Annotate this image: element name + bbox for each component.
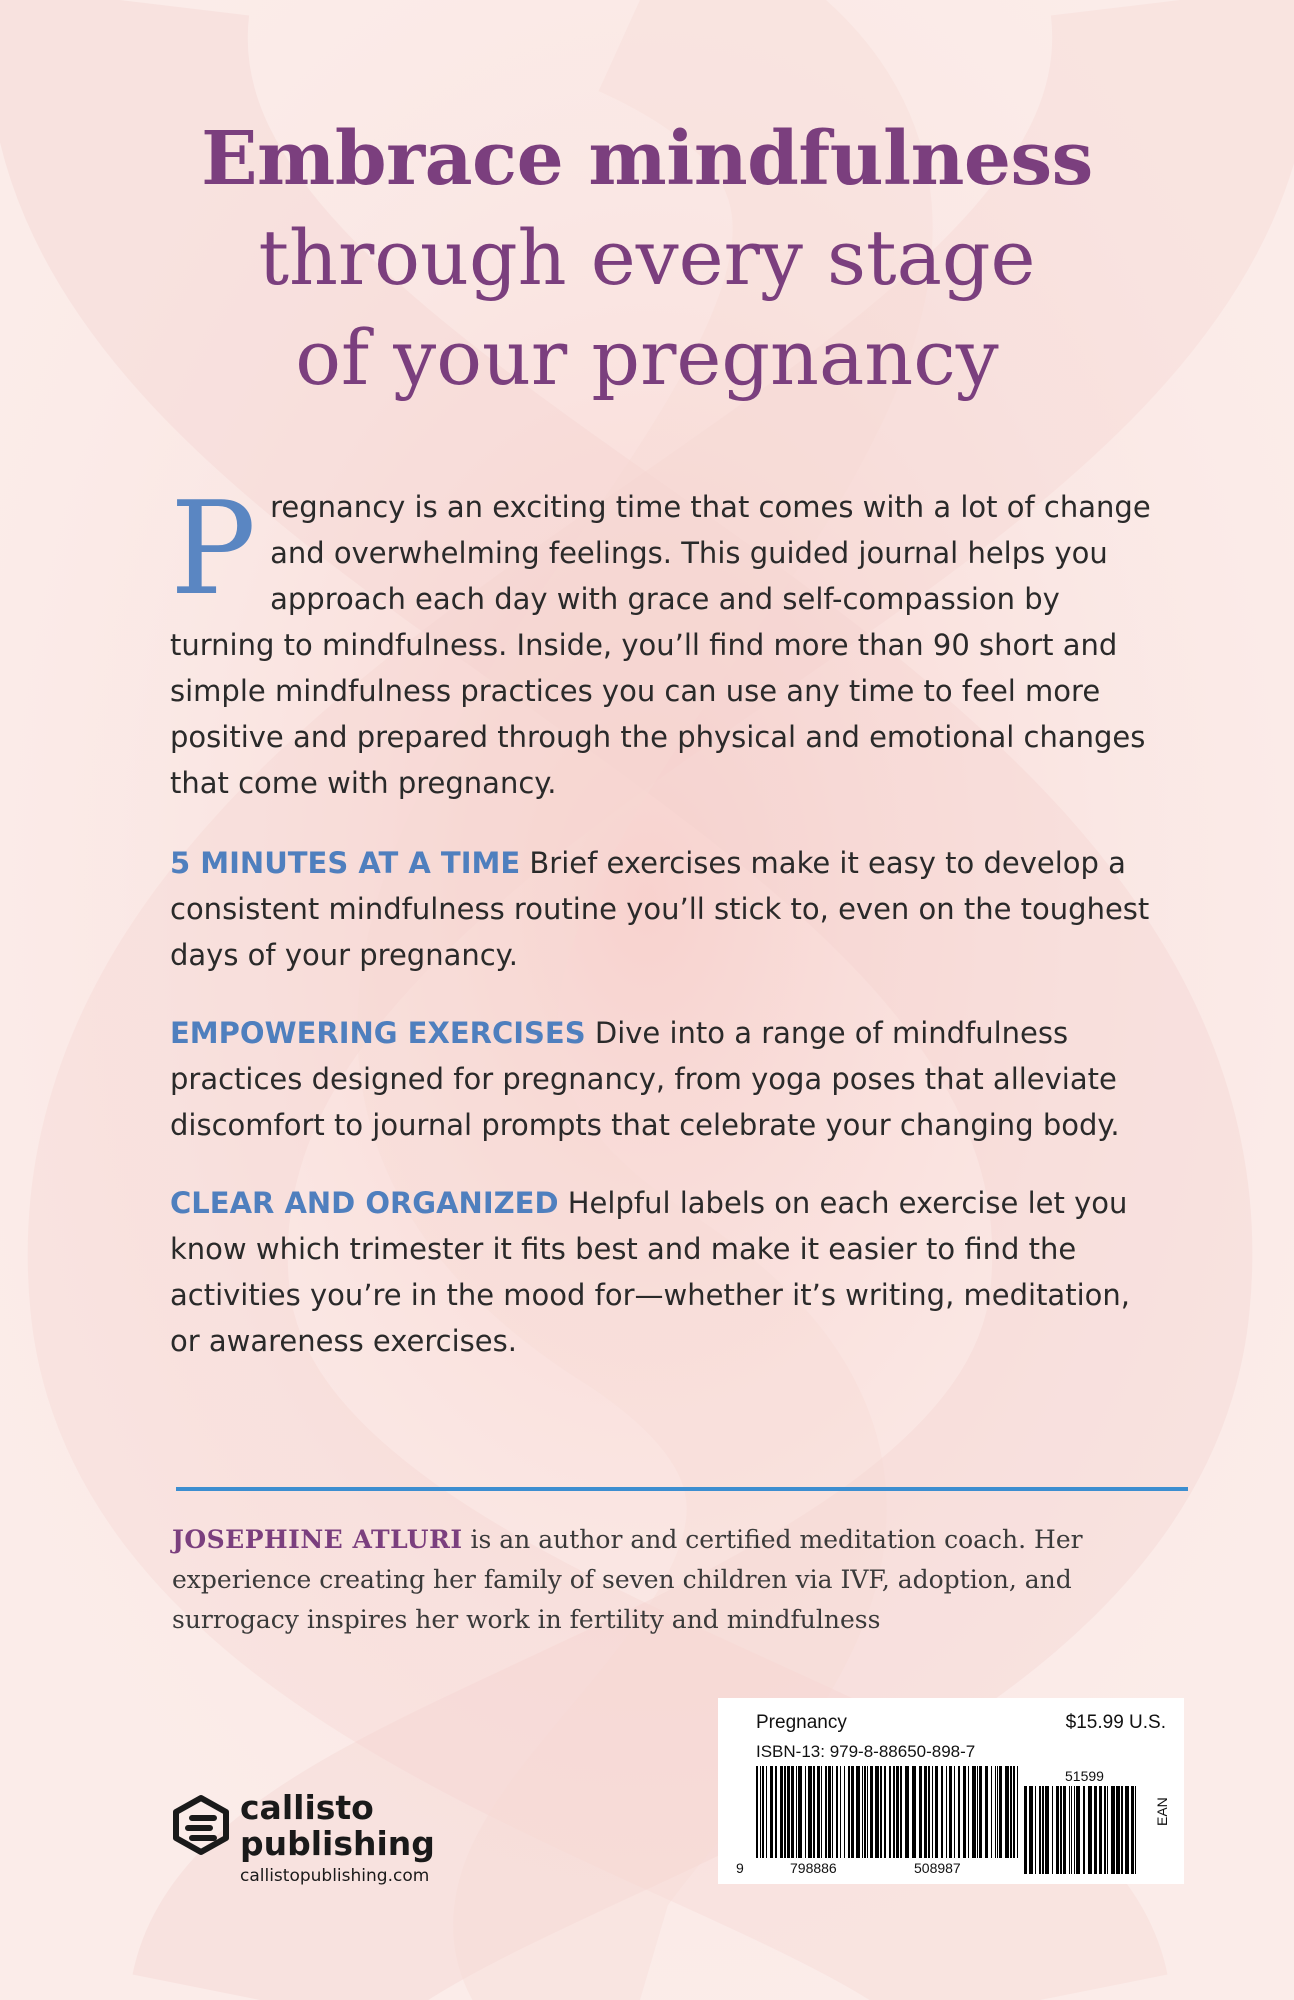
barcode-bar	[787, 1766, 790, 1858]
publisher-name-line-1: callisto	[240, 1788, 374, 1827]
barcode-bar	[864, 1766, 866, 1858]
headline	[0, 110, 1294, 408]
callisto-logo-icon	[170, 1794, 232, 1856]
barcode-bar	[840, 1766, 841, 1858]
barcode-bar	[958, 1766, 960, 1858]
drop-cap: P	[170, 475, 257, 624]
barcode-bar	[919, 1766, 922, 1858]
barcode-bar	[775, 1766, 777, 1858]
barcode-bar	[1024, 1786, 1027, 1874]
barcode-bar	[836, 1766, 838, 1858]
barcode-bar	[1071, 1786, 1072, 1874]
barcode-bar	[1099, 1786, 1102, 1874]
feature-text: Dive into a range of mindfulness practices designed for pregnancy, from yoga poses that alleviate discomfort to journal prompts that celebrate your changing body.	[170, 1016, 1120, 1142]
barcode-bar	[832, 1766, 833, 1858]
barcode-bar	[1116, 1786, 1120, 1874]
barcode-bar	[851, 1766, 854, 1858]
barcode-bar	[791, 1766, 794, 1858]
author-bio-text: is an author and certified meditation coach. Her experience creating her family of seven children via IVF, adoption, and surrogacy inspires her work in fertility and mindfulness	[172, 1525, 1083, 1634]
barcode-bar	[972, 1766, 976, 1858]
barcode-bar	[796, 1766, 797, 1858]
barcode-right-digits: 508987	[914, 1860, 961, 1876]
headline-line-1: Embrace mindfulness	[201, 116, 1093, 202]
headline-line-3: of your pregnancy	[295, 313, 999, 402]
barcode-bar	[848, 1766, 850, 1858]
barcode-bar	[821, 1766, 822, 1858]
barcode-bar	[1045, 1786, 1049, 1874]
barcode-bar	[1039, 1786, 1041, 1874]
barcode-bar	[997, 1766, 998, 1858]
barcode-bar	[893, 1766, 895, 1858]
feature-lead: CLEAR AND ORGANIZED	[170, 1186, 559, 1220]
feature-lead: EMPOWERING EXERCISES	[170, 1016, 586, 1050]
barcode-bar	[968, 1766, 969, 1858]
barcode-bar	[1060, 1786, 1062, 1874]
barcode-bar	[875, 1766, 879, 1858]
barcode-bar	[784, 1766, 786, 1858]
barcode-bar	[825, 1766, 827, 1858]
headline-line-2: through every stage	[258, 213, 1036, 302]
barcode-bar	[924, 1766, 927, 1858]
barcode-bar	[928, 1766, 930, 1858]
barcode-bar	[870, 1766, 873, 1858]
divider-line	[176, 1487, 1188, 1491]
barcode-bar	[756, 1766, 758, 1858]
barcode-bar	[813, 1766, 815, 1858]
barcode-bar	[798, 1766, 802, 1858]
barcode-lead-digit: 9	[736, 1860, 744, 1876]
barcode-bar	[946, 1766, 947, 1858]
barcode-bar	[1074, 1786, 1075, 1874]
barcode-bar	[828, 1766, 831, 1858]
barcode-ean-label: EAN	[1154, 1797, 1170, 1826]
barcode-bar	[1135, 1786, 1136, 1874]
barcode-panel	[718, 1698, 1184, 1884]
barcode-bar	[995, 1766, 996, 1858]
barcode-bar	[760, 1766, 761, 1858]
barcode-bar	[762, 1766, 764, 1858]
barcode-bar	[1083, 1786, 1085, 1874]
publisher-name	[240, 1790, 435, 1862]
barcode-bar	[954, 1766, 955, 1858]
barcode-bar	[1131, 1786, 1134, 1874]
barcode-bar	[1029, 1786, 1033, 1874]
publisher-url: callistopublishing.com	[240, 1866, 430, 1886]
barcode-bar	[1088, 1786, 1092, 1874]
intro-text: regnancy is an exciting time that comes with a lot of change and overwhelming feelings. This guided journal helps you approach each day with grace and self-compassion by turning to mindfulness. Inside, you’ll find more than 90 short and simple mindfulness practices you can use any time to feel more positive and prepared through the physical and emotional changes that come with pregnancy.	[170, 490, 1151, 800]
barcode-bar	[880, 1766, 882, 1858]
barcode-bar	[896, 1766, 899, 1858]
barcode-bar	[1063, 1786, 1066, 1874]
feature-paragraph	[170, 840, 1160, 978]
barcode-bars	[718, 1698, 1184, 1884]
barcode-bar	[1076, 1786, 1080, 1874]
intro-paragraph	[170, 475, 1160, 806]
barcode-bar	[977, 1766, 978, 1858]
barcode-bar	[941, 1766, 943, 1858]
feature-text: Brief exercises make it easy to develop a consistent mindfulness routine you’ll stick to, even on the toughest days of your pregnancy.	[170, 846, 1150, 972]
barcode-bar	[1052, 1786, 1053, 1874]
barcode-bar	[999, 1766, 1002, 1858]
feature-text: Helpful labels on each exercise let you know which trimester it fits best and make it easier to find the activities you’re in the mood for—whether it’s writing, meditation, or awareness exercises.	[170, 1186, 1130, 1358]
barcode-bar	[844, 1766, 845, 1858]
barcode-bar	[1010, 1766, 1012, 1858]
barcode-bar	[932, 1766, 933, 1858]
barcode-bar	[1125, 1786, 1129, 1874]
barcode-bar	[889, 1766, 891, 1858]
barcode-bar	[817, 1766, 820, 1858]
barcode-bar	[985, 1766, 988, 1858]
barcode-bar	[1111, 1786, 1115, 1874]
barcode-bar	[1013, 1766, 1015, 1858]
barcode-bar	[808, 1766, 812, 1858]
author-name: JOSEPHINE ATLURI	[172, 1525, 463, 1554]
feature-paragraph	[170, 1010, 1160, 1148]
barcode-bar	[1104, 1786, 1106, 1874]
barcode-bar	[1121, 1786, 1123, 1874]
barcode-bar	[949, 1766, 952, 1858]
barcode-bar	[935, 1766, 938, 1858]
feature-lead: 5 MINUTES AT A TIME	[170, 846, 521, 880]
barcode-bar	[884, 1766, 886, 1858]
barcode-bar	[780, 1766, 783, 1858]
barcode-bar	[963, 1766, 966, 1858]
barcode-price: $15.99 U.S.	[1065, 1712, 1166, 1733]
barcode-bar	[912, 1766, 916, 1858]
barcode-bar	[805, 1766, 806, 1858]
barcode-bar	[867, 1766, 868, 1858]
barcode-bar	[1035, 1786, 1036, 1874]
barcode-bar	[1094, 1786, 1097, 1874]
barcode-bar	[862, 1766, 863, 1858]
barcode-bar	[770, 1766, 773, 1858]
publisher-name-line-2: publishing	[240, 1824, 435, 1863]
feature-paragraph	[170, 1180, 1160, 1364]
barcode-bar	[900, 1766, 902, 1858]
barcode-bar	[766, 1766, 767, 1858]
barcode-bar	[979, 1766, 982, 1858]
barcode-bar	[1069, 1786, 1070, 1874]
publisher-logo	[170, 1788, 470, 1888]
barcode-bar	[905, 1766, 909, 1858]
barcode-isbn: ISBN-13: 979-8-88650-898-7	[756, 1742, 976, 1761]
barcode-bar	[856, 1766, 860, 1858]
author-bio	[172, 1520, 1192, 1640]
barcode-left-digits: 798886	[790, 1860, 837, 1876]
barcode-addon-number: 51599	[1065, 1768, 1104, 1784]
barcode-bar	[1042, 1786, 1044, 1874]
barcode-category: Pregnancy	[756, 1712, 847, 1733]
barcode-bar	[1017, 1766, 1018, 1858]
barcode-bar	[991, 1766, 992, 1858]
barcode-bar	[1005, 1766, 1009, 1858]
barcode-bar	[1056, 1786, 1059, 1874]
barcode-bar	[1107, 1786, 1108, 1874]
